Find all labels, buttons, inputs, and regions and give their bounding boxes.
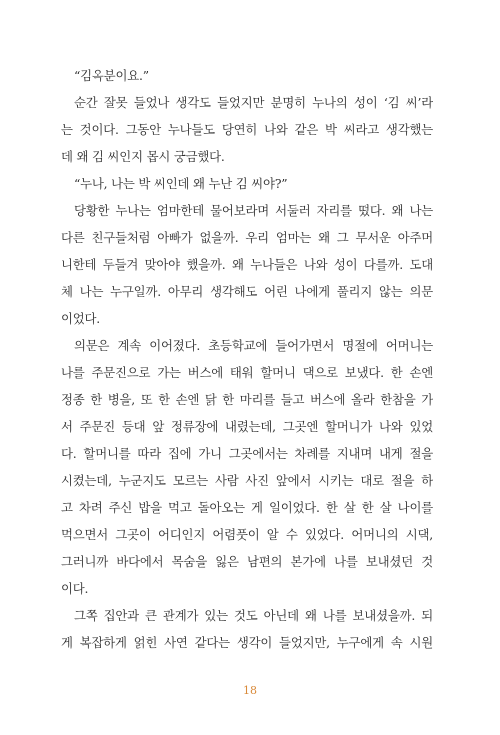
text-line: 이었다. <box>61 311 101 326</box>
text-line: 순간 잘못 들었나 생각도 들었지만 분명히 누나의 성이 ‘김 씨’라 <box>74 95 433 110</box>
text-line: 시켰는데, 누군지도 모르는 사람 사진 앞에서 시키는 대로 절을 하 <box>61 473 433 488</box>
text-line: 게 복잡하게 얽힌 사연 같다는 생각이 들었지만, 누구에게 속 시원 <box>61 635 433 650</box>
text-line: 데 왜 김 씨인지 몹시 궁금했다. <box>61 149 225 164</box>
text-line: “김옥분이요.” <box>74 68 149 83</box>
text-line: 고 차려 주신 밥을 먹고 돌아오는 게 일이었다. 한 살 한 살 나이를 <box>61 500 433 515</box>
text-line: 그쪽 집안과 큰 관계가 있는 것도 아닌데 왜 나를 보내셨을까. 되 <box>74 608 433 623</box>
text-line: 의문은 계속 이어졌다. 초등학교에 들어가면서 명절에 어머니는 <box>74 338 433 353</box>
text-line: 나를 주문진으로 가는 버스에 태워 할머니 댁으로 보냈다. 한 손엔 <box>61 365 433 380</box>
text-line: 정종 한 병을, 또 한 손엔 닭 한 마리를 들고 버스에 올라 한참을 가 <box>61 392 433 407</box>
text-line: “누나, 나는 박 씨인데 왜 누난 김 씨야?” <box>74 176 288 191</box>
text-line: 다른 친구들처럼 아빠가 없을까. 우리 엄마는 왜 그 무서운 아주머 <box>61 230 433 245</box>
text-line: 는 것이다. 그동안 누나들도 당연히 나와 같은 박 씨라고 생각했는 <box>61 122 433 137</box>
text-line: 서 주문진 등대 앞 정류장에 내렸는데, 그곳엔 할머니가 나와 있었 <box>61 419 433 434</box>
text-line: 그러니까 바다에서 목숨을 잃은 남편의 본가에 나를 보내셨던 것 <box>61 554 433 569</box>
text-line: 당황한 누나는 엄마한테 물어보라며 서둘러 자리를 떴다. 왜 나는 <box>74 203 433 218</box>
page-number: 18 <box>243 684 257 697</box>
text-line: 이다. <box>61 581 89 596</box>
body-text <box>61 62 433 656</box>
text-line: 니한테 두들겨 맞아야 했을까. 왜 누나들은 나와 성이 다를까. 도대 <box>61 257 433 272</box>
text-line: 먹으면서 그곳이 어디인지 어렴풋이 알 수 있었다. 어머니의 시댁, <box>61 527 433 542</box>
text-line: 체 나는 누구일까. 아무리 생각해도 어린 나에게 풀리지 않는 의문 <box>61 284 433 299</box>
text-line: 다. 할머니를 따라 집에 가니 그곳에서는 차례를 지내며 내게 절을 <box>61 446 433 461</box>
